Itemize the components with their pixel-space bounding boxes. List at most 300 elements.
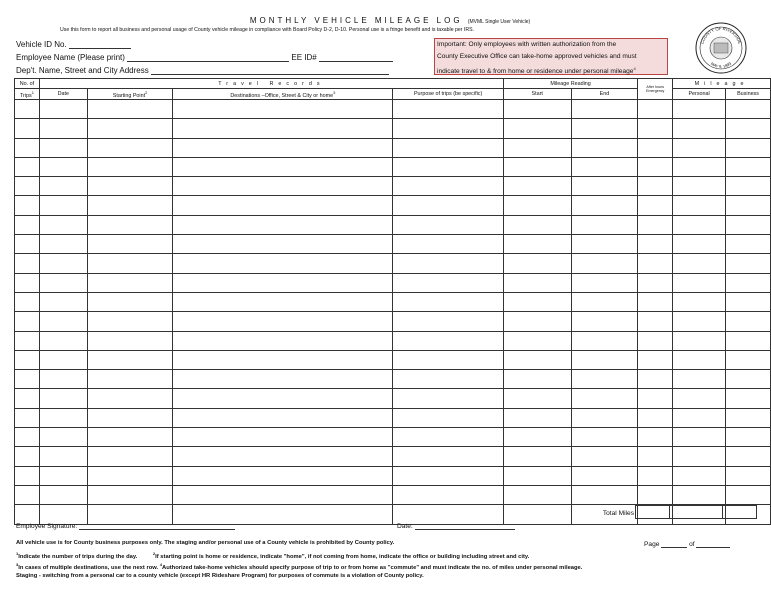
log-cell[interactable] (15, 428, 40, 447)
dept-label: Dep't. Name, Street and City Address (16, 66, 149, 75)
date-label: Date: (397, 523, 413, 530)
col-after-hours: After hours Emergency (638, 79, 673, 100)
log-cell[interactable] (39, 273, 87, 292)
signature-field[interactable] (79, 521, 235, 530)
log-cell[interactable] (638, 100, 673, 119)
log-cell[interactable] (673, 196, 726, 215)
log-cell[interactable] (638, 157, 673, 176)
log-cell[interactable] (571, 235, 638, 254)
log-cell[interactable] (503, 254, 571, 273)
log-cell[interactable] (15, 235, 40, 254)
log-cell[interactable] (571, 350, 638, 369)
log-cell[interactable] (87, 138, 173, 157)
log-cell[interactable] (726, 312, 771, 331)
table-row (15, 331, 771, 350)
log-cell[interactable] (503, 292, 571, 311)
footer-sup-1: 1 (16, 551, 19, 556)
table-row (15, 350, 771, 369)
table-row (15, 215, 771, 234)
log-cell[interactable] (87, 215, 173, 234)
table-row (15, 408, 771, 427)
log-cell[interactable] (15, 466, 40, 485)
log-cell[interactable] (173, 119, 393, 138)
log-cell[interactable] (503, 466, 571, 485)
log-cell[interactable] (39, 254, 87, 273)
log-cell[interactable] (393, 138, 504, 157)
log-cell[interactable] (638, 235, 673, 254)
total-business-cell[interactable] (722, 505, 757, 519)
dept-row (16, 66, 389, 75)
table-row (15, 447, 771, 466)
page-of-label: of (689, 541, 695, 548)
log-cell[interactable] (503, 370, 571, 389)
log-cell[interactable] (503, 485, 571, 504)
log-cell[interactable] (39, 312, 87, 331)
employee-name-field[interactable] (127, 53, 289, 62)
log-cell[interactable] (393, 485, 504, 504)
log-cell[interactable] (673, 331, 726, 350)
table-row (15, 485, 771, 504)
log-cell[interactable] (15, 254, 40, 273)
log-cell[interactable] (15, 119, 40, 138)
notice-line-3 (437, 63, 665, 78)
log-cell[interactable] (87, 119, 173, 138)
log-cell[interactable] (15, 408, 40, 427)
log-cell[interactable] (87, 331, 173, 350)
total-after-hours-cell[interactable] (635, 505, 670, 519)
footer-line-3b: Authorized take-home vehicles should specify purpose of trip to or from home as "commute" and must indicate the no. of miles under personal mileage. (162, 564, 583, 571)
log-cell[interactable] (571, 389, 638, 408)
log-cell[interactable] (39, 157, 87, 176)
log-cell[interactable] (726, 119, 771, 138)
log-cell[interactable] (638, 485, 673, 504)
log-cell[interactable] (39, 196, 87, 215)
table-row (15, 370, 771, 389)
log-cell[interactable] (15, 350, 40, 369)
log-cell[interactable] (571, 273, 638, 292)
log-cell[interactable] (15, 331, 40, 350)
log-cell[interactable] (673, 177, 726, 196)
log-cell[interactable] (173, 215, 393, 234)
log-cell[interactable] (39, 235, 87, 254)
log-cell[interactable] (15, 215, 40, 234)
log-cell[interactable] (638, 254, 673, 273)
table-row (15, 138, 771, 157)
log-cell[interactable] (393, 466, 504, 485)
footer-line-4: Staging - switching from a personal car to a county vehicle (except HR Rideshare Program) for purposes of commute is a violation of County policy. (16, 573, 424, 579)
log-cell[interactable] (503, 350, 571, 369)
sup-1: 1 (31, 89, 34, 95)
table-row (15, 254, 771, 273)
total-miles-label: Total Miles (602, 510, 634, 517)
footer-sup-4: 4 (159, 562, 163, 567)
log-cell[interactable] (571, 100, 638, 119)
col-date: Date (39, 89, 87, 100)
col-starting-point-text: Starting Point (112, 92, 146, 99)
log-cell[interactable] (15, 273, 40, 292)
ee-id-label: EE ID# (291, 53, 317, 62)
mileage-log-table (14, 78, 771, 525)
log-cell[interactable] (173, 485, 393, 504)
footer-line-3 (16, 562, 582, 571)
log-cell[interactable] (173, 466, 393, 485)
log-cell[interactable] (673, 370, 726, 389)
dept-field[interactable] (151, 66, 389, 75)
log-cell[interactable] (15, 447, 40, 466)
footer-line-3a: In cases of multiple destinations, use the next row. (18, 564, 159, 571)
log-cell[interactable] (726, 428, 771, 447)
log-cell[interactable] (571, 196, 638, 215)
log-cell[interactable] (15, 177, 40, 196)
log-cell[interactable] (726, 235, 771, 254)
notice-line-2: County Executive Office can take-home approved vehicles and must (437, 53, 637, 60)
log-cell[interactable] (39, 485, 87, 504)
log-cell[interactable] (39, 292, 87, 311)
log-cell[interactable] (15, 485, 40, 504)
log-cell[interactable] (87, 428, 173, 447)
log-cell[interactable] (571, 466, 638, 485)
log-cell[interactable] (393, 447, 504, 466)
log-cell[interactable] (571, 215, 638, 234)
log-cell[interactable] (726, 447, 771, 466)
log-cell[interactable] (87, 177, 173, 196)
log-cell[interactable] (15, 389, 40, 408)
page-label: Page (644, 541, 660, 548)
county-seal-icon (695, 22, 747, 74)
log-cell[interactable] (393, 408, 504, 427)
log-cell[interactable] (638, 447, 673, 466)
log-cell[interactable] (503, 119, 571, 138)
log-cell[interactable] (726, 100, 771, 119)
log-cell[interactable] (173, 389, 393, 408)
log-cell[interactable] (673, 254, 726, 273)
vehicle-id-label: Vehicle ID No. (16, 40, 67, 49)
seal-top-text: COUNTY OF RIVERSIDE (699, 25, 743, 45)
table-row (15, 312, 771, 331)
col-mileage-reading: Mileage Reading (503, 79, 637, 89)
log-cell[interactable] (638, 119, 673, 138)
col-purpose: Purpose of trips (be specific) (393, 89, 504, 100)
log-cell[interactable] (173, 331, 393, 350)
log-cell[interactable] (173, 408, 393, 427)
log-cell[interactable] (726, 254, 771, 273)
log-cell[interactable] (173, 196, 393, 215)
log-cell[interactable] (87, 196, 173, 215)
log-cell[interactable] (726, 485, 771, 504)
log-cell[interactable] (638, 350, 673, 369)
log-cell[interactable] (87, 370, 173, 389)
log-cell[interactable] (87, 485, 173, 504)
intro-text: Use this form to report all business and personal usage of County vehicle mileage in compliance with Board Policy D-2, D-10. Personal use is a fringe benefit and is taxable per IRS. (60, 27, 475, 33)
footer-line-2 (16, 551, 529, 560)
log-cell[interactable] (571, 428, 638, 447)
log-cell[interactable] (673, 100, 726, 119)
log-cell[interactable] (726, 292, 771, 311)
log-cell[interactable] (503, 273, 571, 292)
log-cell[interactable] (503, 389, 571, 408)
log-cell[interactable] (638, 177, 673, 196)
table-row (15, 389, 771, 408)
log-cell[interactable] (173, 138, 393, 157)
log-cell[interactable] (15, 312, 40, 331)
log-cell[interactable] (726, 370, 771, 389)
col-starting-point (87, 89, 173, 100)
log-cell[interactable] (673, 485, 726, 504)
date-field[interactable] (415, 521, 515, 530)
log-cell[interactable] (39, 408, 87, 427)
log-cell[interactable] (503, 100, 571, 119)
log-cell[interactable] (15, 100, 40, 119)
log-cell[interactable] (638, 292, 673, 311)
log-cell[interactable] (638, 312, 673, 331)
col-mileage: Mileage (673, 79, 771, 89)
log-cell[interactable] (726, 157, 771, 176)
signature-label: Employee Signature: (16, 523, 78, 530)
total-personal-cell[interactable] (669, 505, 723, 519)
log-cell[interactable] (673, 312, 726, 331)
total-miles-boxes (635, 505, 757, 519)
log-cell[interactable] (638, 215, 673, 234)
log-cell[interactable] (39, 389, 87, 408)
log-cell[interactable] (39, 350, 87, 369)
table-row (15, 428, 771, 447)
log-cell[interactable] (393, 350, 504, 369)
sup-2: 2 (145, 89, 148, 95)
log-cell[interactable] (571, 312, 638, 331)
employee-name-row (16, 53, 393, 62)
log-cell[interactable] (673, 350, 726, 369)
log-cell[interactable] (87, 408, 173, 427)
log-cell[interactable] (15, 370, 40, 389)
log-cell[interactable] (39, 428, 87, 447)
take-home-notice (434, 38, 668, 75)
log-cell[interactable] (638, 408, 673, 427)
footer-line-1: All vehicle use is for County business purposes only. The staging and/or personal use of a County vehicle is prohibited by County policy. (16, 540, 395, 546)
log-cell[interactable] (393, 196, 504, 215)
log-cell[interactable] (39, 138, 87, 157)
col-end: End (571, 89, 638, 100)
log-cell[interactable] (503, 235, 571, 254)
log-cell[interactable] (393, 177, 504, 196)
log-cell[interactable] (393, 254, 504, 273)
col-trips (15, 89, 40, 100)
log-cell[interactable] (673, 119, 726, 138)
log-cell[interactable] (571, 292, 638, 311)
log-cell[interactable] (503, 138, 571, 157)
log-cell[interactable] (571, 157, 638, 176)
log-cell[interactable] (173, 235, 393, 254)
page-total-field[interactable] (696, 539, 730, 548)
log-cell[interactable] (673, 235, 726, 254)
page-number-row (644, 539, 730, 548)
log-cell[interactable] (87, 273, 173, 292)
log-cell[interactable] (638, 273, 673, 292)
log-cell[interactable] (15, 138, 40, 157)
log-cell[interactable] (87, 350, 173, 369)
log-cell[interactable] (571, 119, 638, 138)
log-cell[interactable] (571, 408, 638, 427)
log-cell[interactable] (39, 177, 87, 196)
col-destinations-text: Destinations –Office, Street & City or home (230, 92, 334, 99)
log-cell[interactable] (571, 485, 638, 504)
notice-sup: 4 (633, 66, 636, 71)
table-row (15, 235, 771, 254)
log-cell[interactable] (393, 428, 504, 447)
log-cell[interactable] (87, 292, 173, 311)
log-cell[interactable] (393, 100, 504, 119)
col-business: Business (726, 89, 771, 100)
log-cell[interactable] (39, 370, 87, 389)
signature-row (16, 521, 235, 530)
log-cell[interactable] (726, 466, 771, 485)
log-cell[interactable] (173, 177, 393, 196)
log-cell[interactable] (503, 312, 571, 331)
col-start: Start (503, 89, 571, 100)
log-cell[interactable] (571, 138, 638, 157)
log-cell[interactable] (173, 254, 393, 273)
log-cell[interactable] (87, 447, 173, 466)
log-cell[interactable] (571, 177, 638, 196)
date-row (397, 521, 515, 530)
log-cell[interactable] (726, 215, 771, 234)
log-cell[interactable] (571, 447, 638, 466)
form-title-sub: (MVML Single User Vehicle) (467, 19, 531, 25)
log-cell[interactable] (393, 292, 504, 311)
log-cell[interactable] (173, 447, 393, 466)
table-body (15, 100, 771, 525)
table-row (15, 273, 771, 292)
log-cell[interactable] (173, 100, 393, 119)
log-cell[interactable] (87, 100, 173, 119)
log-cell[interactable] (39, 331, 87, 350)
log-cell[interactable] (638, 138, 673, 157)
log-cell[interactable] (87, 466, 173, 485)
table-row (15, 196, 771, 215)
table-row (15, 177, 771, 196)
log-cell[interactable] (571, 254, 638, 273)
log-cell[interactable] (726, 389, 771, 408)
log-cell[interactable] (87, 235, 173, 254)
notice-line-1: Important: Only employees with written authorization from the (437, 41, 617, 48)
log-cell[interactable] (673, 292, 726, 311)
log-cell[interactable] (393, 370, 504, 389)
col-travel-records: Travel Records (39, 79, 503, 89)
log-cell[interactable] (39, 466, 87, 485)
log-cell[interactable] (39, 119, 87, 138)
log-cell[interactable] (726, 273, 771, 292)
log-cell[interactable] (173, 370, 393, 389)
employee-name-label: Employee Name (Please print) (16, 53, 125, 62)
log-cell[interactable] (673, 408, 726, 427)
log-cell[interactable] (393, 235, 504, 254)
log-cell[interactable] (726, 408, 771, 427)
log-cell[interactable] (673, 447, 726, 466)
ee-id-field[interactable] (319, 53, 393, 62)
log-cell[interactable] (503, 428, 571, 447)
log-cell[interactable] (503, 215, 571, 234)
log-cell[interactable] (673, 138, 726, 157)
log-cell[interactable] (393, 331, 504, 350)
log-cell[interactable] (39, 447, 87, 466)
log-cell[interactable] (393, 389, 504, 408)
log-cell[interactable] (15, 196, 40, 215)
seal-bottom-text: MAY 9, 1893 (709, 60, 733, 70)
log-cell[interactable] (726, 138, 771, 157)
log-cell[interactable] (673, 466, 726, 485)
log-cell[interactable] (393, 312, 504, 331)
log-cell[interactable] (673, 215, 726, 234)
log-cell[interactable] (503, 157, 571, 176)
log-cell[interactable] (673, 389, 726, 408)
log-cell[interactable] (638, 370, 673, 389)
log-cell[interactable] (503, 196, 571, 215)
log-cell[interactable] (393, 157, 504, 176)
footer-sup-2: 2 (152, 551, 156, 556)
log-cell[interactable] (15, 157, 40, 176)
log-cell[interactable] (571, 370, 638, 389)
table-row (15, 157, 771, 176)
log-cell[interactable] (726, 196, 771, 215)
page-number-field[interactable] (661, 539, 687, 548)
log-cell[interactable] (638, 466, 673, 485)
footer-sup-3: 3 (16, 562, 19, 567)
log-cell[interactable] (673, 273, 726, 292)
log-cell[interactable] (503, 177, 571, 196)
log-cell[interactable] (393, 273, 504, 292)
log-cell[interactable] (87, 389, 173, 408)
log-cell[interactable] (638, 196, 673, 215)
log-cell[interactable] (87, 157, 173, 176)
table-row (15, 100, 771, 119)
log-cell[interactable] (638, 428, 673, 447)
log-cell[interactable] (638, 331, 673, 350)
log-cell[interactable] (503, 447, 571, 466)
log-cell[interactable] (571, 331, 638, 350)
log-cell[interactable] (503, 331, 571, 350)
log-cell[interactable] (173, 273, 393, 292)
log-cell[interactable] (726, 331, 771, 350)
col-no-of: No. of (15, 79, 40, 89)
log-cell[interactable] (393, 119, 504, 138)
footer-line-2a: Indicate the number of trips during the day. (18, 553, 138, 560)
log-cell[interactable] (726, 177, 771, 196)
log-cell[interactable] (173, 157, 393, 176)
log-cell[interactable] (638, 389, 673, 408)
form-title-text: MONTHLY VEHICLE MILEAGE LOG (249, 16, 463, 25)
log-cell[interactable] (173, 350, 393, 369)
log-cell[interactable] (393, 215, 504, 234)
log-cell[interactable] (39, 215, 87, 234)
log-cell[interactable] (87, 254, 173, 273)
log-cell[interactable] (15, 292, 40, 311)
col-trips-text: Trips (19, 92, 32, 99)
log-cell[interactable] (503, 408, 571, 427)
log-cell[interactable] (173, 312, 393, 331)
table-row (15, 292, 771, 311)
log-cell[interactable] (39, 100, 87, 119)
log-cell[interactable] (673, 428, 726, 447)
col-destinations (173, 89, 393, 100)
table-header-row-1 (15, 79, 771, 89)
log-cell[interactable] (673, 157, 726, 176)
log-cell[interactable] (173, 428, 393, 447)
table-row (15, 119, 771, 138)
log-cell[interactable] (726, 350, 771, 369)
log-cell[interactable] (87, 312, 173, 331)
vehicle-id-field[interactable] (69, 40, 131, 49)
col-personal: Personal (673, 89, 726, 100)
log-cell[interactable] (173, 292, 393, 311)
